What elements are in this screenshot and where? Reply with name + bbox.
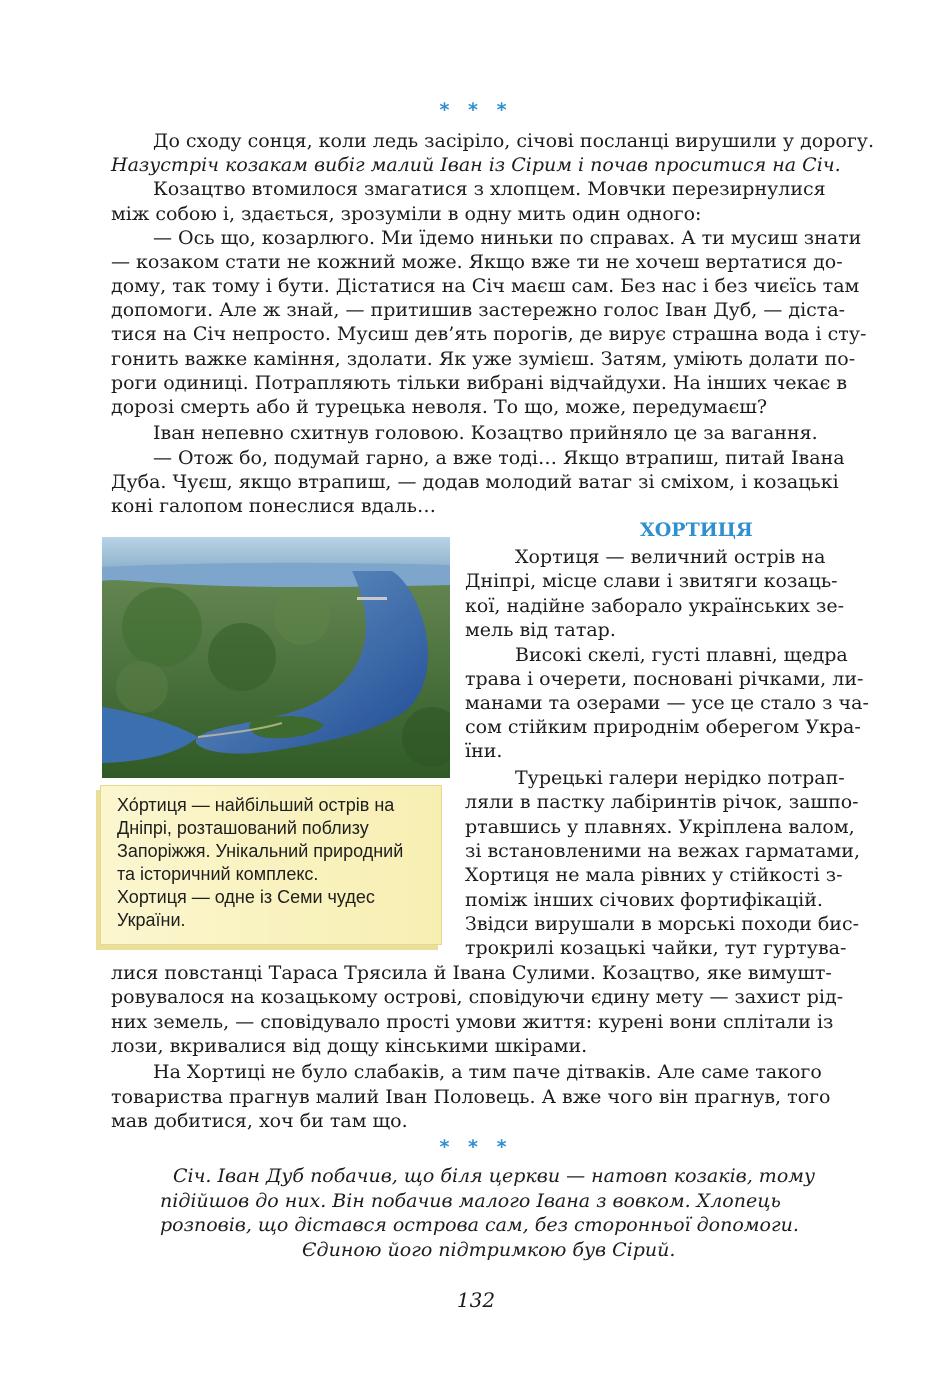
text-line: На Хортиці не було слабаків, а тим паче дітваків. Але саме такого bbox=[153, 1061, 822, 1083]
summary-line: Січ. Іван Дуб побачив, що біля церкви — натовп козаків, тому bbox=[173, 1165, 816, 1187]
text-line: До сходу сонця, коли ледь засіріло, січові посланці вирушили у дорогу. bbox=[153, 130, 874, 152]
summary-line: Єдиною його підтримкою був Сірий. bbox=[302, 1239, 676, 1261]
text-line: — Отож бо, подумай гарно, а вже тоді… Якщо втрапиш, питай Івана bbox=[153, 447, 845, 469]
text-line: ляли в пастку лабіринтів річок, зашпо- bbox=[465, 791, 859, 813]
text-line: товариства прагнув малий Іван Половець. А вже чого він прагнув, того bbox=[111, 1086, 831, 1108]
section-divider-bottom: * * * bbox=[439, 1136, 513, 1158]
text-line: лися повстанці Тараса Трясила й Івана Сулими. Козацтво, яке вимушт- bbox=[111, 962, 832, 984]
text-line: гонить важке каміння, здолати. Як уже зумієш. Затям, уміють долати по- bbox=[111, 348, 856, 370]
text-line: зі встановленими на вежах гарматами, bbox=[465, 840, 860, 862]
text-line: Дніпрі, місце слави і звитяги козаць- bbox=[465, 570, 838, 592]
text-line: Високі скелі, густі плавні, щедра bbox=[515, 644, 848, 666]
text-line: Звідси вирушали в морські походи бис- bbox=[465, 913, 860, 935]
text-line: роги одиниці. Потрапляють тільки вибрані відчайдухи. На інших чекає в bbox=[111, 372, 848, 394]
khortytsia-aerial-photo bbox=[102, 537, 450, 778]
text-line: Хортиця не мала рівних у стійкості з- bbox=[465, 864, 843, 886]
text-line: манами та озерами — усе це стало з ча- bbox=[465, 692, 869, 714]
caption-line: Хортиця — одне із Семи чудес bbox=[117, 887, 375, 907]
text-line: лози, вкривалися від дощу кінськими шкірами. bbox=[111, 1035, 588, 1057]
summary-line: підійшов до них. Він побачив малого Івана з вовком. Хлопець bbox=[160, 1190, 781, 1212]
page-number: 132 bbox=[456, 1288, 496, 1312]
text-line: сом стійким природнім оберегом Укра- bbox=[465, 716, 861, 738]
summary-line: розповів, що дістався острова сам, без сторонньої допомоги. bbox=[160, 1214, 799, 1236]
caption-line: та історичний комплекс. bbox=[117, 864, 319, 884]
text-line: Турецькі галери нерідко потрап- bbox=[515, 767, 845, 789]
section-divider-top: * * * bbox=[439, 99, 513, 121]
text-line: Дуба. Чуєш, якщо втрапиш, — додав молодий ватаг зі сміхом, і козацькі bbox=[111, 471, 839, 493]
text-line: ровувалося на козацькому острові, сповідуючи єдину мету — захист рід- bbox=[111, 986, 844, 1008]
text-line: між собою і, здається, зрозуміли в одну мить один одного: bbox=[111, 203, 702, 225]
photo-caption-box bbox=[100, 785, 442, 945]
caption-line: Запоріжжя. Унікальний природний bbox=[117, 841, 404, 861]
text-line: їни. bbox=[465, 740, 503, 762]
text-line: Іван непевно схитнув головою. Козацтво прийняло це за вагання. bbox=[153, 422, 818, 444]
text-line: них земель, — сповідувало прості умови життя: курені вони сплітали із bbox=[111, 1011, 834, 1033]
text-line: Хортиця — величний острів на bbox=[515, 546, 826, 568]
caption-line: України. bbox=[117, 910, 186, 930]
text-line: Козацтво втомилося змагатися з хлопцем. Мовчки перезирнулися bbox=[153, 178, 826, 200]
caption-line: Дніпрі, розташований поблизу bbox=[117, 818, 369, 838]
text-line: трокрилі козацькі чайки, тут гуртува- bbox=[465, 937, 847, 959]
text-line: — Ось що, козарлюго. Ми їдемо ниньки по справах. А ти мусиш знати bbox=[153, 227, 862, 249]
text-line: мав добитися, хоч би там що. bbox=[111, 1110, 408, 1132]
text-line: Назустріч козакам вибіг малий Іван із Сірим і почав проситися на Січ. bbox=[111, 154, 841, 176]
text-line: мель від татар. bbox=[465, 619, 616, 641]
text-line: трава і очерети, посновані річками, ли- bbox=[465, 668, 864, 690]
text-line: дому, так тому і бути. Дістатися на Січ маєш сам. Без нас і без чиєїсь там bbox=[111, 275, 860, 297]
text-line: кої, надійне заборало українських зе- bbox=[465, 595, 845, 617]
text-line: коні галопом понеслися вдаль… bbox=[111, 495, 436, 517]
text-line: тися на Січ непросто. Мусиш дев’ять порогів, де вирує страшна вода і сту- bbox=[111, 323, 867, 345]
text-line: дорозі смерть або й турецька неволя. То що, може, передумаєш? bbox=[111, 396, 768, 418]
text-line: поміж інших січових фортифікацій. bbox=[465, 889, 823, 911]
text-line: ртавшись у плавнях. Укріплена валом, bbox=[465, 816, 855, 838]
text-line: — козаком стати не кожний може. Якщо вже ти не хочеш вертатися до- bbox=[111, 251, 843, 273]
section-heading: ХОРТИЦЯ bbox=[640, 519, 753, 541]
text-line: допомоги. Але ж знай, — притишив застережно голос Іван Дуб, — діста- bbox=[111, 299, 846, 321]
caption-line: Хо́ртиця — найбільший острів на bbox=[117, 795, 395, 815]
